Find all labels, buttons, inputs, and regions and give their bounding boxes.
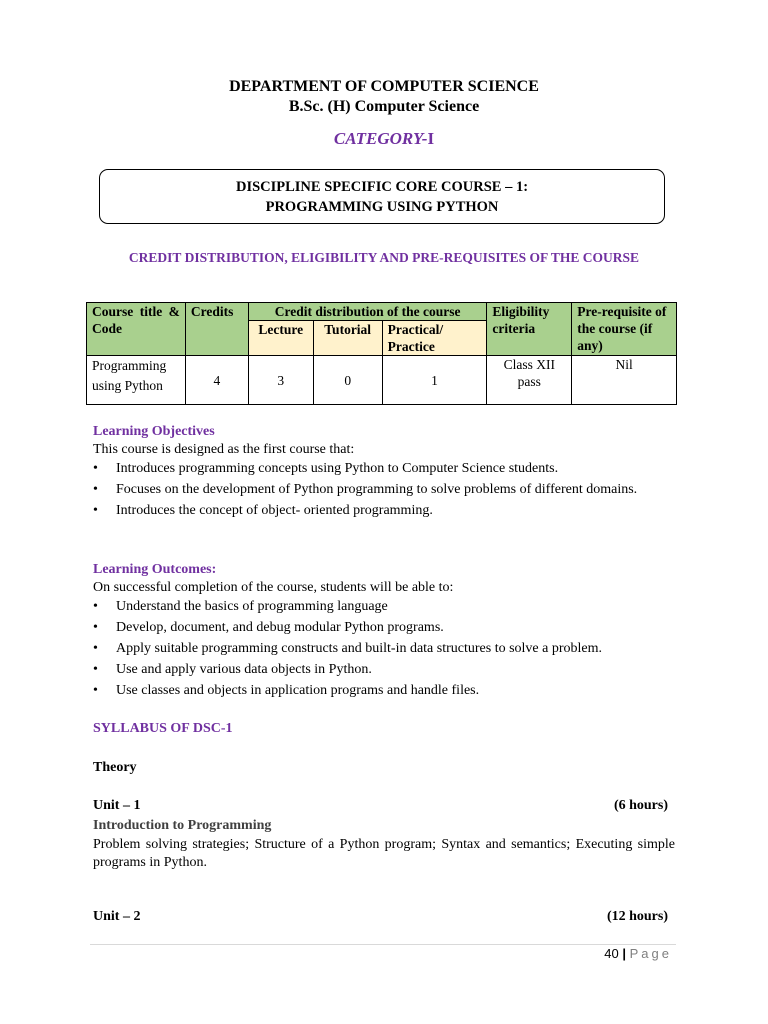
course-box-line-2: PROGRAMMING USING PYTHON — [265, 199, 499, 215]
unit-1-description: Problem solving strategies; Structure of a Python program; Syntax and semantics; Executing simple programs in Python. — [93, 837, 675, 870]
header-credit-distribution: Credit distribution of the course — [248, 303, 487, 321]
course-title-line-1: Programming — [92, 358, 167, 373]
page-word: Page — [629, 946, 672, 961]
unit-2-header — [93, 909, 668, 925]
list-item: • Apply suitable programming constructs and built-in data structures to solve a problem. — [93, 641, 603, 656]
bullet-icon: • — [93, 620, 98, 635]
header-tutorial: Tutorial — [313, 321, 382, 356]
credit-distribution-table — [86, 302, 677, 405]
unit-1-label: Unit – 1 — [93, 798, 141, 813]
learning-outcomes-list — [93, 597, 675, 700]
syllabus-title: SYLLABUS OF DSC-1 — [93, 721, 233, 736]
learning-objectives-intro: This course is designed as the first course that: — [93, 442, 355, 457]
cell-lecture: 3 — [248, 356, 313, 405]
bullet-icon: • — [93, 599, 98, 614]
learning-outcomes-section — [93, 562, 675, 702]
unit-1-header — [93, 798, 668, 814]
category-heading — [0, 129, 768, 149]
programme-heading: B.Sc. (H) Computer Science — [288, 98, 480, 115]
category-numeral: I — [427, 129, 435, 148]
credit-distribution-heading: CREDIT DISTRIBUTION, ELIGIBILITY AND PRE-REQUISITES OF THE COURSE — [128, 250, 640, 265]
unit-2-label: Unit – 2 — [93, 909, 141, 924]
page-footer — [604, 946, 672, 961]
page-number: 40 — [604, 946, 619, 961]
unit-1-hours: (6 hours) — [613, 798, 668, 813]
list-item: • Introduces programming concepts using Python to Computer Science students. — [93, 461, 559, 476]
list-item: • Use and apply various data objects in Python. — [93, 662, 372, 677]
learning-objectives-title: Learning Objectives — [93, 424, 215, 439]
list-item: • Introduces the concept of object- oriented programming. — [93, 503, 433, 518]
category-prefix: CATEGORY- — [333, 129, 428, 148]
table-header-row — [87, 303, 677, 321]
department-heading: DEPARTMENT OF COMPUTER SCIENCE — [229, 78, 539, 95]
theory-heading: Theory — [93, 760, 137, 775]
course-box-line-1: DISCIPLINE SPECIFIC CORE COURSE – 1: — [235, 179, 529, 195]
header-course-title: Course title & Code — [87, 303, 186, 356]
cell-credits: 4 — [185, 356, 248, 405]
cell-prerequisite: Nil — [572, 356, 677, 405]
learning-outcomes-title: Learning Outcomes: — [93, 562, 217, 577]
list-item: • Use classes and objects in application programs and handle files. — [93, 683, 480, 698]
course-title-box — [99, 169, 665, 224]
bullet-icon: • — [93, 641, 98, 656]
cell-tutorial: 0 — [313, 356, 382, 405]
list-item: • Develop, document, and debug modular Python programs. — [93, 620, 444, 635]
bullet-icon: • — [93, 683, 98, 698]
header-prerequisite: Pre-requisite of the course (if any) — [572, 303, 677, 356]
footer-divider — [90, 944, 676, 945]
unit-2-hours: (12 hours) — [606, 909, 668, 924]
header-eligibility: Eligibility criteria — [487, 303, 572, 356]
footer-separator: | — [622, 946, 626, 961]
learning-objectives-list — [93, 459, 675, 520]
list-item: • Understand the basics of programming language — [93, 599, 388, 614]
bullet-icon: • — [93, 503, 98, 518]
bullet-icon: • — [93, 662, 98, 677]
cell-eligibility: Class XII pass — [487, 356, 572, 405]
bullet-icon: • — [93, 461, 98, 476]
table-row — [87, 356, 677, 405]
list-item: • Focuses on the development of Python programming to solve problems of different domains. — [93, 482, 638, 497]
unit-1-title: Introduction to Programming — [93, 818, 272, 833]
cell-course-title — [87, 356, 186, 405]
cell-practical: 1 — [382, 356, 487, 405]
header-credits: Credits — [185, 303, 248, 356]
header-practical: Practical/ Practice — [382, 321, 487, 356]
bullet-icon: • — [93, 482, 98, 497]
learning-objectives-section — [93, 424, 675, 522]
learning-outcomes-intro: On successful completion of the course, students will be able to: — [93, 580, 454, 595]
header-lecture: Lecture — [248, 321, 313, 356]
course-title-line-2: using Python — [92, 378, 163, 393]
